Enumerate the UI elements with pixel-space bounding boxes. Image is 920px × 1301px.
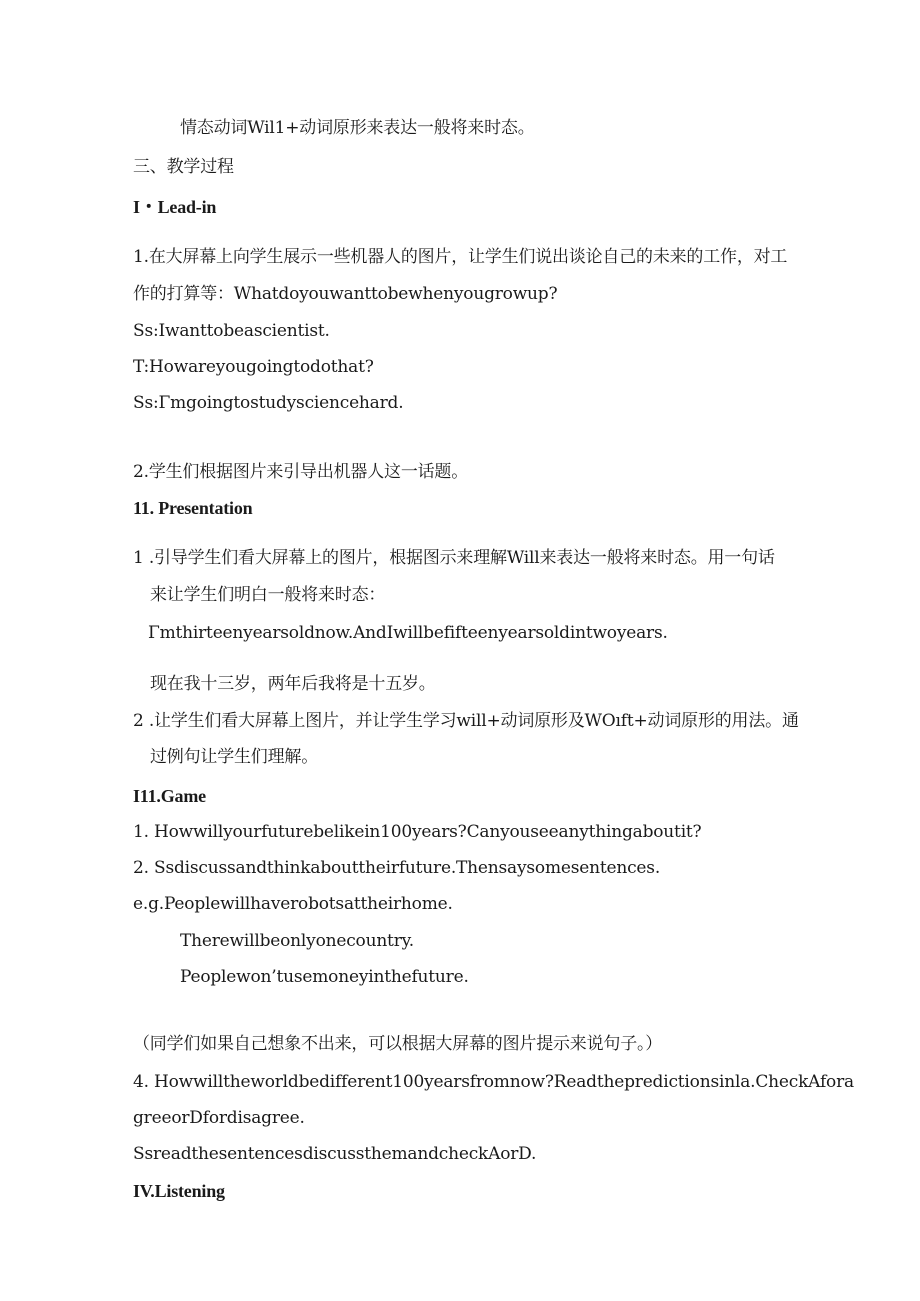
presentation-item-2-line-1: 2 .让学生们看大屏幕上图片，并让学生学习will+动词原形及WOıft+动词原形的用法。通 (133, 711, 799, 731)
game-note: （同学们如果自己想象不出来，可以根据大屏幕的图片提示来说句子。） (133, 1034, 663, 1054)
game-item-4-line-2: greeorDfordisagree. (133, 1108, 305, 1128)
game-item-1: 1. Howwillyourfuturebelikein100years?Canyouseeanythingaboutit? (133, 822, 702, 842)
lead-in-item-1-line-1: 1.在大屏幕上向学生展示一些机器人的图片，让学生们说出谈论自己的未来的工作，对工 (133, 247, 788, 267)
presentation-item-1-line-1: 1 .引导学生们看大屏幕上的图片，根据图示来理解Will来表达一般将来时态。用一句话 (133, 548, 775, 568)
lead-in-item-1-line-2: 作的打算等：Whatdoyouwanttobewhenyougrowup? (133, 284, 558, 304)
dialogue-ss-2: Ss:Γmgoingtostudysciencehard. (133, 393, 404, 413)
example-eg-3: Peoplewon’tusemoneyinthefuture. (180, 967, 469, 987)
lead-in-heading: I・Lead-in (133, 197, 217, 217)
example-eg-1: e.g.Peoplewillhaverobotsattheirhome. (133, 894, 453, 914)
presentation-heading: 11. Presentation (133, 498, 253, 518)
listening-heading: IV.Listening (133, 1181, 225, 1201)
dialogue-t-1: T:Howareyougoingtodothat? (133, 357, 374, 377)
modal-verb-note: 情态动词Wil1+动词原形来表达一般将来时态。 (180, 118, 535, 138)
presentation-item-1-line-2: 来让学生们明白一般将来时态： (150, 585, 386, 605)
lead-in-item-2: 2.学生们根据图片来引导出机器人这一话题。 (133, 462, 469, 482)
game-heading: I11.Game (133, 786, 206, 806)
section-three-title: 三、教学过程 (133, 157, 234, 177)
game-item-4-line-1: 4. Howwilltheworldbedifferent100yearsfromnow?Readthepredictionsinla.CheckAfora (133, 1072, 854, 1092)
dialogue-ss-1: Ss:Iwanttobeascientist. (133, 321, 330, 341)
example-sentence-en: Γmthirteenyearsoldnow.AndIwillbefifteenyearsoldintwoyears. (148, 623, 668, 643)
game-item-2: 2. Ssdiscussandthinkabouttheirfuture.Thensaysomesentences. (133, 858, 661, 878)
example-eg-2: Therewillbeonlyonecountry. (180, 931, 414, 951)
game-ss-read: SsreadthesentencesdiscussthemandcheckAorD. (133, 1144, 537, 1164)
example-sentence-cn: 现在我十三岁，两年后我将是十五岁。 (150, 674, 436, 694)
presentation-item-2-line-2: 过例句让学生们理解。 (150, 747, 318, 767)
